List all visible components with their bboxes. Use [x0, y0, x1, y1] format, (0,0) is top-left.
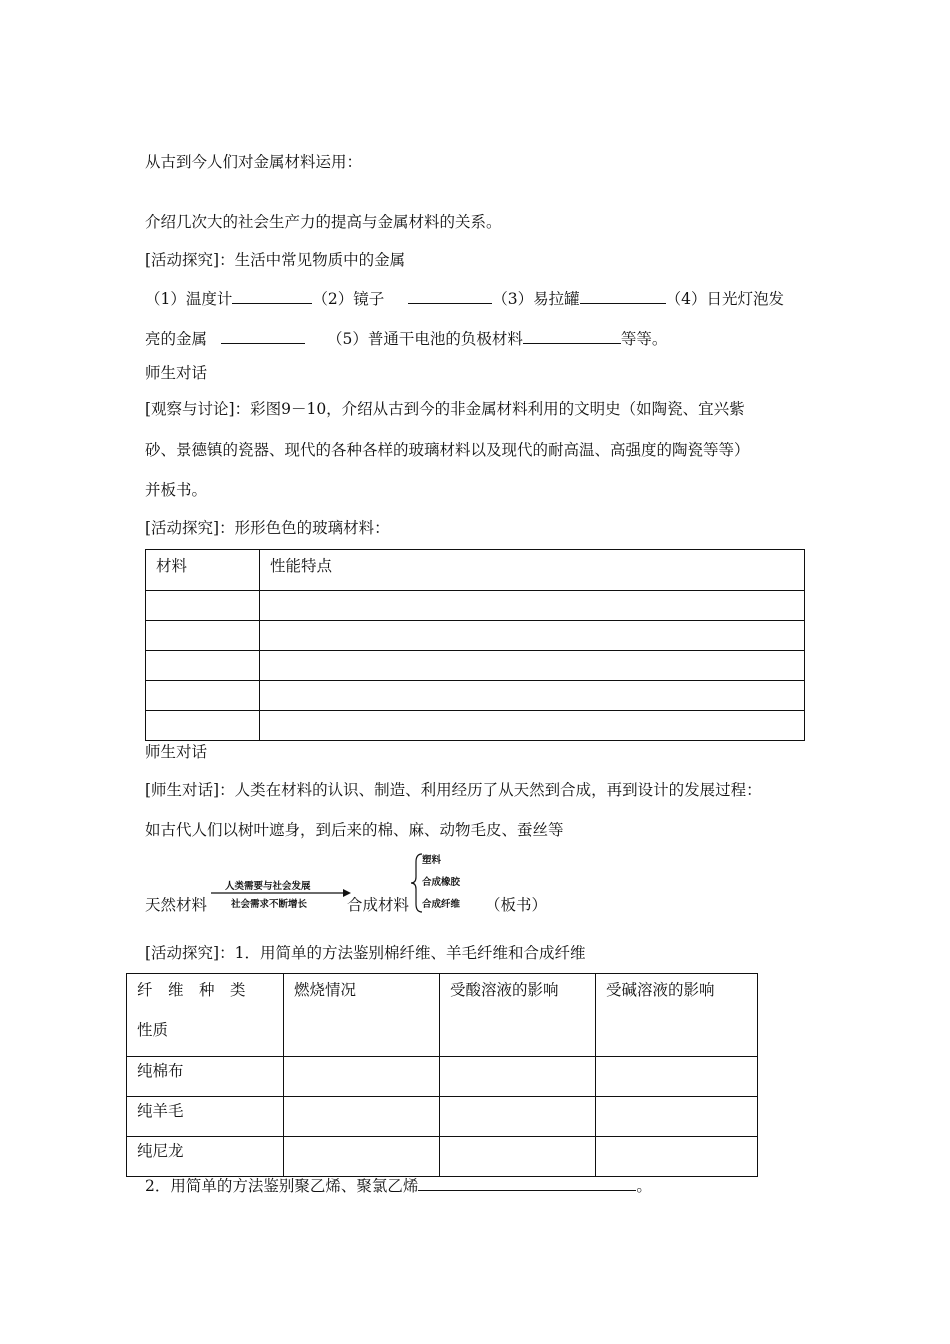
blank-mirror[interactable]	[408, 287, 492, 304]
cell[interactable]	[146, 711, 260, 741]
text-observe-3: 并板书。	[145, 481, 208, 499]
header-fiber-type	[127, 974, 284, 1057]
cell[interactable]	[440, 1137, 596, 1177]
cell[interactable]	[146, 621, 260, 651]
table-row	[146, 681, 805, 711]
q5-label: （5）普通干电池的负极材料	[327, 330, 523, 348]
question-row-2	[145, 327, 667, 349]
blank-lamp-metal[interactable]	[221, 327, 305, 344]
text-dialog-2: 师生对话	[145, 743, 208, 761]
branch-rubber: 合成橡胶	[422, 877, 461, 888]
header-material: 材料	[146, 550, 260, 591]
table-header-row	[146, 550, 805, 591]
text-activity-glass: [活动探究]：形形色色的玻璃材料：	[145, 519, 390, 537]
materials-diagram	[145, 852, 548, 914]
branch-fiber: 合成纤维	[422, 899, 461, 910]
cell[interactable]	[440, 1097, 596, 1137]
question-polymers	[145, 1174, 652, 1196]
cell[interactable]	[260, 711, 805, 741]
text-metal-history: 从古到今人们对金属材料运用：	[145, 153, 363, 171]
blank-battery[interactable]	[523, 327, 621, 344]
cell[interactable]	[440, 1057, 596, 1097]
table-row	[146, 711, 805, 741]
cell[interactable]	[260, 651, 805, 681]
q2-label: （2）镜子	[312, 290, 385, 308]
q4-label-cont: 亮的金属	[145, 330, 208, 348]
table-row	[146, 591, 805, 621]
cell[interactable]	[596, 1097, 758, 1137]
text-dialog-3: [师生对话]：人类在材料的认识、制造、利用经历了从天然到合成，再到设计的发展过程：	[145, 781, 762, 799]
q1-label: （1）温度计	[145, 290, 233, 308]
branch-plastics: 塑料	[422, 855, 442, 866]
cell[interactable]	[146, 591, 260, 621]
row-label-nylon: 纯尼龙	[127, 1137, 284, 1177]
cell[interactable]	[146, 651, 260, 681]
text-productivity: 介绍几次大的社会生产力的提高与金属材料的关系。	[145, 213, 502, 231]
cell[interactable]	[596, 1057, 758, 1097]
board-note: （板书）	[485, 896, 548, 914]
text-dialog-1: 师生对话	[145, 364, 208, 382]
arrow-top-label: 人类需要与社会发展	[225, 881, 311, 892]
header-acid: 受酸溶液的影响	[440, 974, 596, 1057]
blank-polymers[interactable]	[418, 1174, 636, 1191]
natural-materials-label: 天然材料	[145, 896, 208, 914]
table-header-row	[127, 974, 758, 1057]
header-fiber-type-top: 纤 维 种 类	[137, 981, 246, 999]
cell[interactable]	[284, 1137, 440, 1177]
question-row-1	[145, 287, 784, 309]
text-dialog-4: 如古代人们以树叶遮身，到后来的棉、麻、动物毛皮、蚕丝等	[145, 821, 564, 839]
header-property: 性质	[137, 1021, 169, 1039]
q4-label: （4）日光灯泡发	[665, 290, 784, 308]
table-row	[127, 1097, 758, 1137]
row-label-wool: 纯羊毛	[127, 1097, 284, 1137]
q3-label: （3）易拉罐	[492, 290, 580, 308]
cell[interactable]	[596, 1137, 758, 1177]
table-row	[146, 621, 805, 651]
glass-materials-table	[145, 549, 805, 741]
table-row	[127, 1057, 758, 1097]
blank-can[interactable]	[580, 287, 666, 304]
header-properties: 性能特点	[260, 550, 805, 591]
header-burning: 燃烧情况	[284, 974, 440, 1057]
blank-thermometer[interactable]	[232, 287, 312, 304]
arrow-bottom-label: 社会需求不断增长	[231, 899, 308, 910]
text-activity-metals: [活动探究]：生活中常见物质中的金属	[145, 251, 406, 269]
cell[interactable]	[260, 681, 805, 711]
table-row	[146, 651, 805, 681]
table-row	[127, 1137, 758, 1177]
cell[interactable]	[260, 591, 805, 621]
fiber-identification-table	[126, 973, 758, 1177]
text-observe-2: 砂、景德镇的瓷器、现代的各种各样的玻璃材料以及现代的耐高温、高强度的陶瓷等等）	[145, 441, 750, 459]
text-observe-1: [观察与讨论]：彩图9－10，介绍从古到今的非金属材料利用的文明史（如陶瓷、宜兴紫	[145, 400, 745, 418]
text-activity-fibers: [活动探究]：1．用简单的方法鉴别棉纤维、羊毛纤维和合成纤维	[145, 944, 586, 962]
cell[interactable]	[260, 621, 805, 651]
polymers-label: 2．用简单的方法鉴别聚乙烯、聚氯乙烯	[145, 1177, 419, 1195]
header-alkali: 受碱溶液的影响	[596, 974, 758, 1057]
synthetic-materials-label: 合成材料	[347, 896, 410, 914]
q5-suffix: 等等。	[620, 330, 668, 348]
cell[interactable]	[284, 1097, 440, 1137]
cell[interactable]	[146, 681, 260, 711]
row-label-cotton: 纯棉布	[127, 1057, 284, 1097]
polymers-suffix: 。	[636, 1177, 652, 1195]
cell[interactable]	[284, 1057, 440, 1097]
